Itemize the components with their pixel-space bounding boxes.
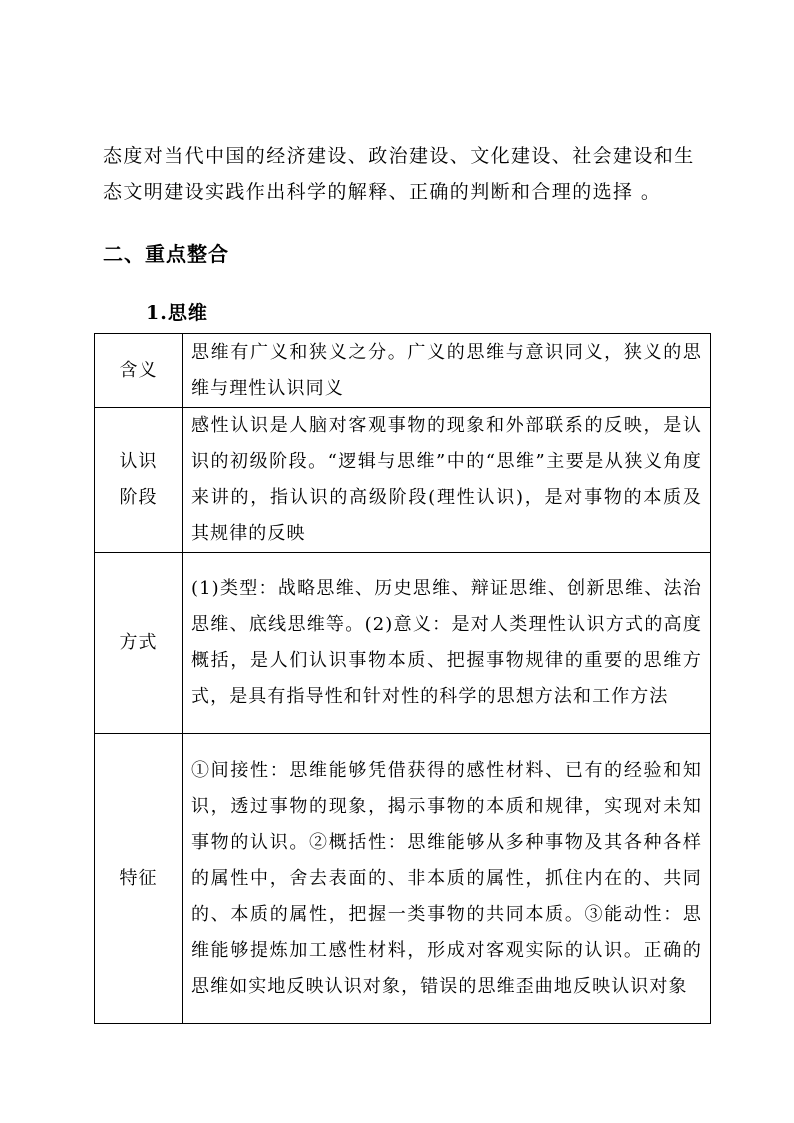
row-label-cell: [95, 553, 183, 734]
row-label: 特征: [119, 867, 158, 889]
table-row-meaning: [95, 334, 711, 408]
section-heading: 二、重点整合: [103, 242, 229, 266]
row-content: 感性认识是人脑对客观事物的现象和外部联系的反映，是认识的初级阶段。“逻辑与思维”中的“思维”主要是从狭义角度来讲的，指认识的高级阶段(理性认识)，是对事物的本质及其规律的反映: [183, 408, 711, 553]
row-label: 含义: [119, 359, 158, 381]
row-label: 方式: [119, 632, 158, 653]
row-content: (1)类型：战略思维、历史思维、辩证思维、创新思维、法治思维、底线思维等。(2)意义：是对人类理性认识方式的高度概括，是人们认识事物本质、把握事物规律的重要的思维方式，是具有指导性和针对性的科学的思想方法和工作方法: [183, 553, 711, 734]
row-label-cell: [95, 734, 183, 1024]
row-content: 思维有广义和狭义之分。广义的思维与意识同义，狭义的思维与理性认识同义: [183, 334, 711, 408]
row-label-cell: [95, 334, 183, 408]
thinking-table: [94, 333, 711, 1024]
row-content: ①间接性：思维能够凭借获得的感性材料、已有的经验和知识，透过事物的现象，揭示事物的本质和规律，实现对未知事物的认识。②概括性：思维能够从多种事物及其各种各样的属性中，舍去表面的、非本质的属性，抓住内在的、共同的、本质的属性，把握一类事物的共同本质。③能动性：思维能够提炼加工感性材料，形成对客观实际的认识。正确的思维如实地反映认识对象，错误的思维歪曲地反映认识对象: [183, 734, 711, 1024]
row-label: 认识阶段: [119, 451, 158, 508]
table-row-cognition-stage: [95, 408, 711, 553]
table-row-mode: [95, 553, 711, 734]
table-row-features: [95, 734, 711, 1024]
row-label-cell: [95, 408, 183, 553]
intro-paragraph: 态度对当代中国的经济建设、政治建设、文化建设、社会建设和生态文明建设实践作出科学的解释、正确的判断和合理的选择 。: [103, 145, 695, 203]
sub-heading: 1.思维: [146, 302, 208, 324]
